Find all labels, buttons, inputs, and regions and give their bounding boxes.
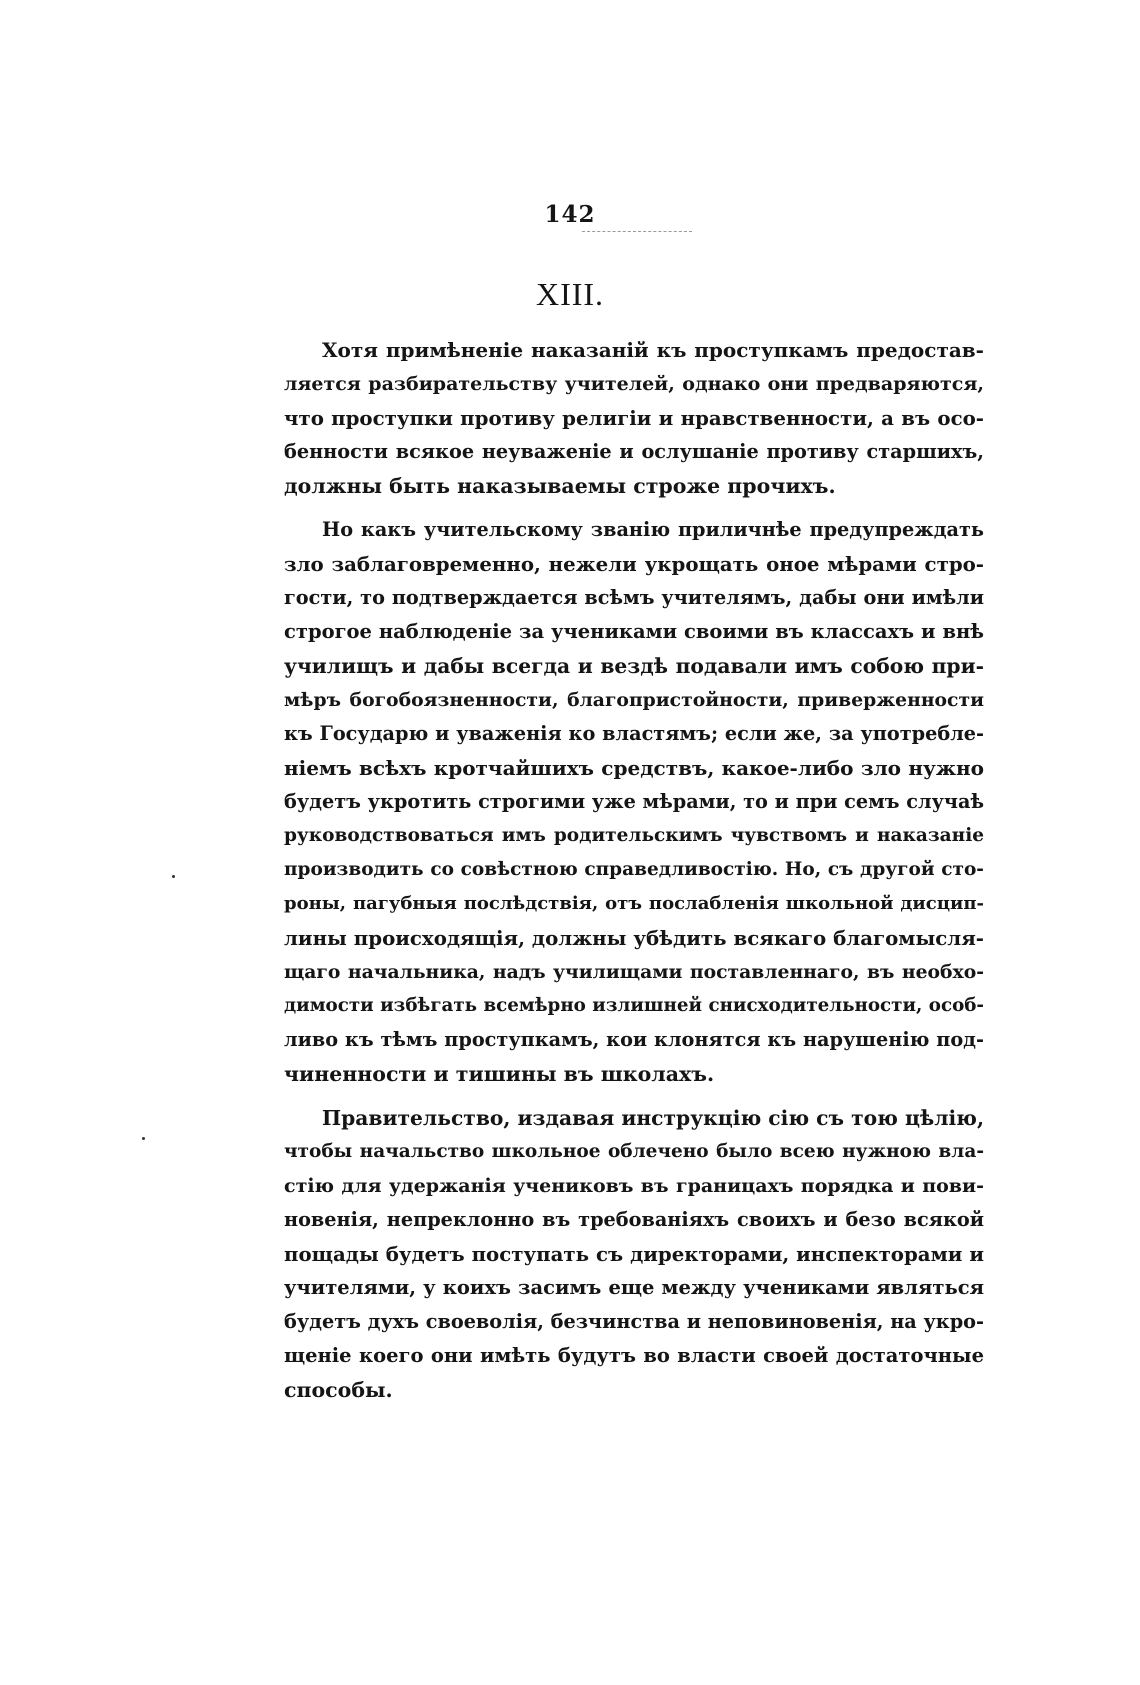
text-line: къ Государю и уваженія ко властямъ; если же, за употребле- [284, 722, 984, 745]
text-line: зло заблаговременно, нежели укрощать оное мѣрами стро- [284, 552, 984, 576]
text-line: щеніе коего они имѣть будутъ во власти своей достаточные [284, 1344, 984, 1367]
text-line: стію для удержанія учениковъ въ границахъ порядка и пови- [284, 1175, 984, 1197]
text-line: чтобы начальство школьное облечено было всею нужною вла- [284, 1141, 984, 1162]
paragraph [284, 1101, 984, 1407]
text-line: ніемъ всѣхъ кротчайшихъ средствъ, какое-либо зло нужно [284, 756, 984, 780]
text-line: строгое наблюденіе за учениками своими въ классахъ и внѣ [284, 620, 984, 643]
text-line: роны, пагубныя послѣдствія, отъ послабленія школьной дисцип- [284, 893, 984, 914]
text-line: новенія, непреклонно въ требованіяхъ своихъ и безо всякой [284, 1208, 984, 1231]
text-line: димости избѣгать всемѣрно излишней снисходительности, особ- [284, 995, 984, 1016]
text-line: чиненности и тишины въ школахъ. [284, 1062, 715, 1086]
section-heading: XIII. [535, 276, 605, 312]
text-line: будетъ духъ своеволія, безчинства и неповиновенія, на укро- [284, 1310, 984, 1333]
text-line: ливо къ тѣмъ проступкамъ, кои клонятся къ нарушенію под- [284, 1028, 984, 1051]
text-line: училищъ и дабы всегда и вездѣ подавали имъ собою при- [284, 654, 984, 678]
margin-speck [172, 875, 175, 878]
body-text [284, 333, 984, 1417]
text-line: Хотя примѣненіе наказаній къ проступкамъ предостав- [322, 338, 984, 362]
text-line: лины происходящія, должны убѣдить всякаго благомысля- [284, 926, 984, 950]
text-line: щаго начальника, надъ училищами поставленнаго, въ необхо- [284, 961, 984, 983]
text-line: что проступки противу религіи и нравственности, а въ осо- [284, 406, 984, 430]
text-line: ляется разбирательству учителей, однако они предваряются, [284, 373, 984, 395]
text-line: мѣръ богобоязненности, благопристойности, приверженности [284, 689, 984, 711]
text-line: бенности всякое неуваженіе и ослушаніе противу старшихъ, [284, 440, 984, 463]
text-line: производить со совѣстною справедливостію. Но, съ другой сто- [284, 859, 984, 880]
paragraph [284, 333, 984, 503]
text-line: Но какъ учительскому званію приличнѣе предупреждать [322, 518, 984, 541]
text-line: должны быть наказываемы строже прочихъ. [284, 474, 836, 498]
text-line: способы. [284, 1378, 393, 1402]
text-line: будетъ укротить строгими уже мѣрами, то и при семъ случаѣ [284, 790, 984, 813]
margin-speck [142, 1137, 145, 1140]
text-line: гости, то подтверждается всѣмъ учителямъ, дабы они имѣли [284, 586, 984, 609]
text-line: руководствоваться имъ родительскимъ чувствомъ и наказаніе [284, 825, 984, 846]
text-line: учителями, у коихъ засимъ еще между учениками являться [284, 1276, 984, 1299]
text-line: пощады будетъ поступать съ директорами, инспекторами и [284, 1242, 984, 1266]
header-rule [582, 231, 692, 232]
page-number: 142 [544, 201, 596, 228]
text-line: Правительство, издавая инструкцію сію съ тою цѣлію, [322, 1106, 984, 1130]
paragraph [284, 513, 984, 1091]
